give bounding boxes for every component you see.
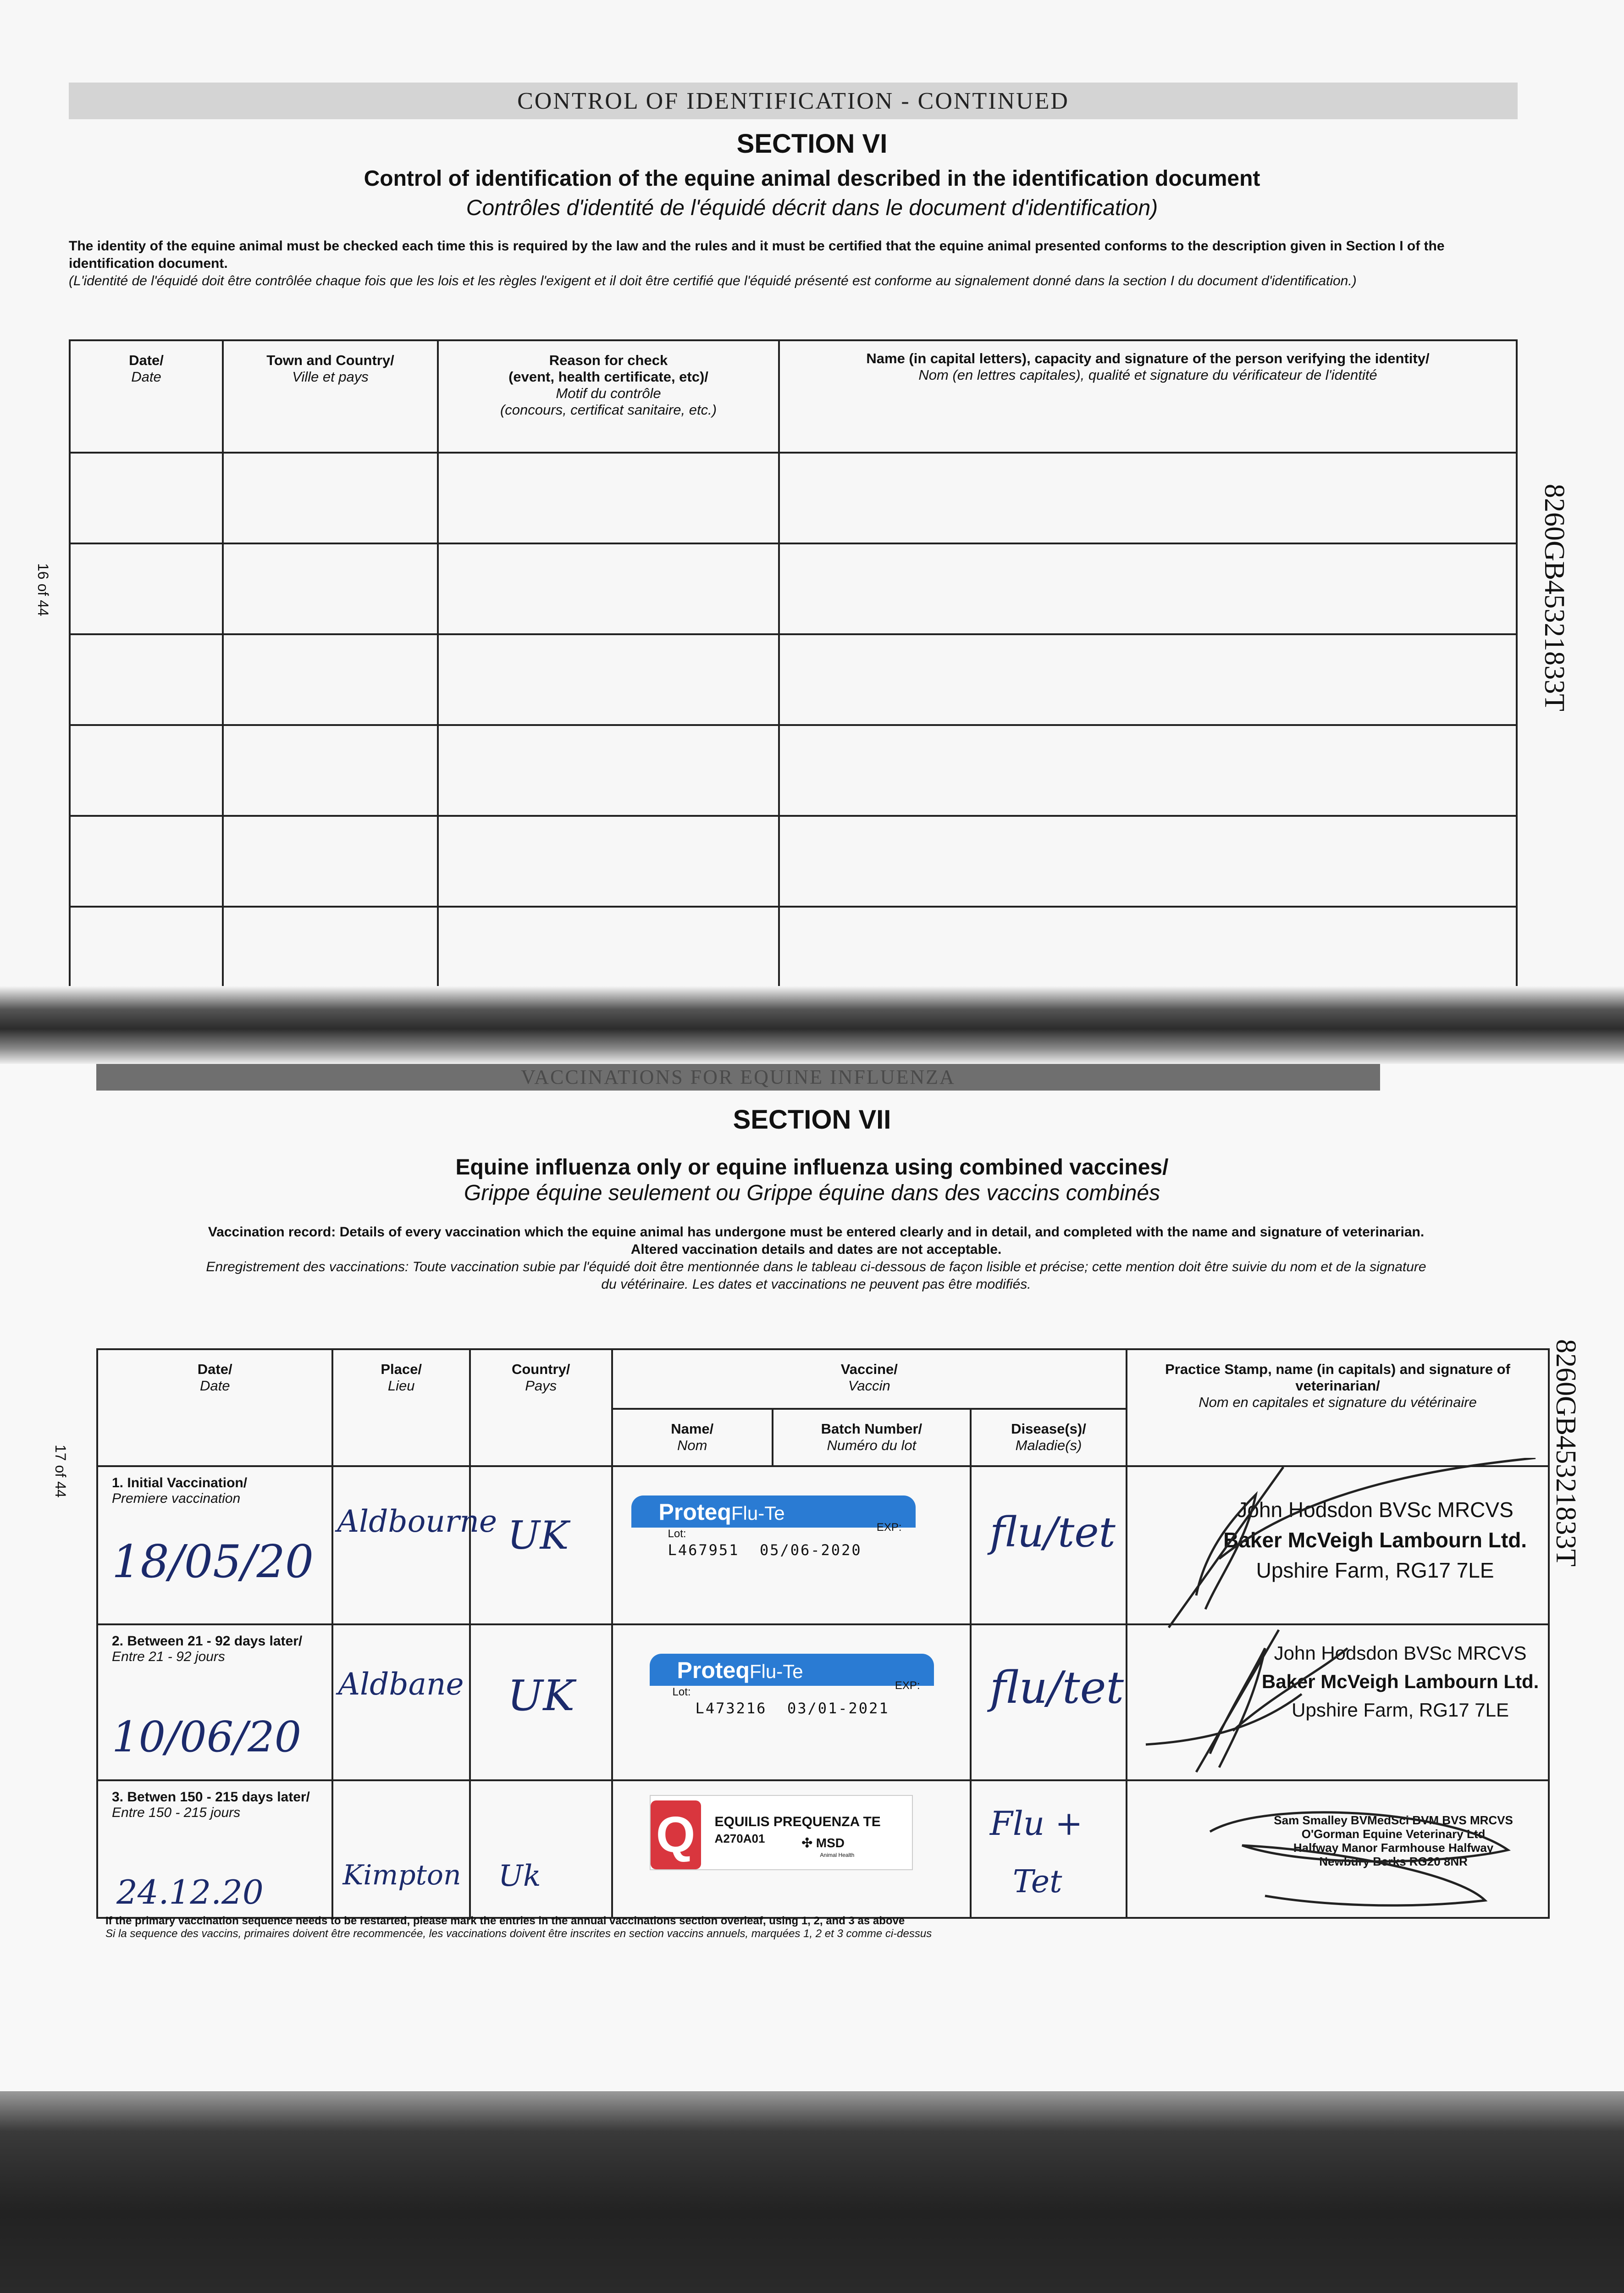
vet-address: Upshire Farm, RG17 7LE: [1292, 1699, 1509, 1721]
identity-check-table: [69, 339, 1518, 990]
col-disease: Disease(s)/ Maladie(s): [971, 1409, 1127, 1466]
section-heading-fr: Contrôles d'identité de l'équidé décrit dans le document d'identification): [466, 196, 1158, 220]
place-handwritten: Aldbane: [338, 1667, 464, 1702]
lot-label: Lot:: [672, 1686, 691, 1698]
place-handwritten: Aldbourne: [337, 1504, 497, 1539]
date-handwritten: 24.12.20: [116, 1873, 264, 1911]
document-id: 8260GB45321833T: [1539, 484, 1570, 711]
vet-name: John Hodsdon BVSc MRCVS: [1274, 1642, 1527, 1664]
section-title: SECTION VII: [733, 1105, 891, 1135]
table-row: [97, 1780, 1549, 1918]
page-banner: [69, 83, 1518, 119]
practice-stamp-cell: [1127, 1780, 1549, 1918]
scanner-edge: [0, 2091, 1624, 2293]
disease-handwritten-1: Flu +: [989, 1804, 1083, 1843]
page-fold-shadow: [0, 986, 1624, 1064]
record-text: [101, 1224, 1531, 1293]
col-verifier: Name (in capital letters), capacity and signature of the person verifying the identity/ Nom (en lettres capitales), qualité et signature du vérificateur de l'identité: [779, 340, 1517, 453]
page-banner: [96, 1064, 1380, 1091]
expiry-date: 03/01-2021: [787, 1700, 889, 1717]
place-cell: [332, 1624, 470, 1780]
msd-logo: ✣ MSD: [801, 1836, 845, 1850]
page-16: [0, 0, 1624, 1004]
vaccine-sticker: [631, 1495, 916, 1559]
row-date-cell: 2. Between 21 - 92 days later/ Entre 21 - 92 jours 10/06/20: [97, 1624, 332, 1780]
page-number: 17 of 44: [52, 1445, 69, 1498]
proteq-label-band: [631, 1495, 916, 1528]
date-handwritten: 18/05/20: [112, 1536, 314, 1588]
vet-practice: Baker McVeigh Lambourn Ltd.: [1261, 1671, 1539, 1692]
country-cell: [470, 1780, 612, 1918]
vet-town: Newbury Berks RG20 8NR: [1319, 1855, 1468, 1868]
vet-name: Sam Smalley BVMedSci BVM BVS MRCVS: [1274, 1813, 1513, 1827]
col-date: Date/ Date: [70, 340, 223, 453]
vaccine-type: Flu-Te: [731, 1502, 785, 1524]
col-town-country: Town and Country/ Ville et pays: [223, 340, 438, 453]
expiry-date: 05/06-2020: [759, 1541, 862, 1559]
signature: [1127, 1621, 1540, 1786]
batch-number: L473216: [695, 1700, 767, 1717]
record-en-2: Altered vaccination details and dates are not acceptable.: [630, 1242, 1002, 1257]
banner-text: CONTROL OF IDENTIFICATION - CONTINUED: [517, 88, 1069, 114]
col-place: Place/ Lieu: [332, 1349, 470, 1466]
section-heading: Equine influenza only or equine influenza using combined vaccines/: [455, 1155, 1169, 1180]
practice-stamp-cell: [1127, 1466, 1549, 1624]
section-heading-fr: Grippe équine seulement ou Grippe équine dans des vaccins combinés: [464, 1181, 1160, 1205]
vaccine-brand: Proteq: [658, 1499, 731, 1525]
table-row: [70, 543, 1517, 634]
vet-name: John Hodsdon BVSc MRCVS: [1237, 1498, 1514, 1522]
table-row: [70, 816, 1517, 907]
exp-label: EXP:: [895, 1679, 920, 1692]
vaccine-sticker-cell: [612, 1780, 971, 1918]
col-vaccine-name: Name/ Nom: [612, 1409, 773, 1466]
intro-fr: (L'identité de l'équidé doit être contrôlée chaque fois que les lois et les règles l'exigent et il doit être certifié que l'équidé présenté est conforme au signalement donné dans la section I du document d'identification.): [69, 273, 1357, 288]
country-handwritten: UK: [507, 1513, 569, 1558]
section-title: SECTION VI: [736, 129, 888, 159]
vaccine-type: Flu-Te: [749, 1661, 803, 1682]
proteq-label-band: [650, 1654, 934, 1686]
vaccine-maker: MSD: [816, 1836, 845, 1850]
vaccine-sticker-cell: [612, 1466, 971, 1624]
vaccine-name: EQUILIS PREQUENZA TE: [714, 1814, 881, 1829]
col-reason: Reason for check (event, health certificate, etc)/ Motif du contrôle (concours, certificat sanitaire, etc.): [438, 340, 779, 453]
vet-address: Halfway Manor Farmhouse Halfway: [1293, 1841, 1494, 1855]
col-vaccine: Vaccine/ Vaccin: [612, 1349, 1127, 1409]
place-handwritten: Kimpton: [342, 1859, 461, 1891]
document-id: 8260GB45321833T: [1550, 1339, 1581, 1567]
disease-handwritten: flu/tet: [989, 1508, 1116, 1556]
vet-practice: O'Gorman Equine Veterinary Ltd: [1301, 1827, 1486, 1841]
country-cell: [470, 1624, 612, 1780]
vaccine-sticker-cell: [612, 1624, 971, 1780]
vaccine-sticker: [650, 1795, 913, 1870]
intro-en: The identity of the equine animal must be checked each time this is required by the law and the rules and it must be certified that the equine animal presented conforms to the description given in Section I of the identification document.: [69, 238, 1445, 271]
footnote-fr: Si la sequence des vaccins, primaires doivent être recommencée, les vaccinations doivent être inscrites en section vaccins annuels, marquées 1, 2 et 3 comme ci-dessus: [105, 1927, 932, 1940]
place-cell: [332, 1466, 497, 1624]
country-handwritten: UK: [507, 1671, 575, 1720]
disease-cell: [971, 1466, 1127, 1624]
vaccine-sticker: [650, 1654, 934, 1717]
section-heading: Control of identification of the equine animal described in the identification document: [364, 166, 1260, 191]
page-17: [0, 1064, 1624, 2091]
footnote-en: If the primary vaccination sequence needs to be restarted, please mark the entries in the annual vaccinations section overleaf, using 1, 2, and 3 as above: [105, 1915, 905, 1927]
disease-handwritten: flu/tet: [989, 1662, 1124, 1713]
banner-text: VACCINATIONS FOR EQUINE INFLUENZA: [521, 1066, 956, 1088]
page-number: 16 of 44: [35, 563, 51, 616]
vaccine-batch: A270A01: [714, 1832, 765, 1845]
disease-cell: [971, 1780, 1127, 1918]
date-handwritten: 10/06/20: [112, 1712, 302, 1761]
vaccine-brand: Proteq: [677, 1657, 750, 1683]
footnote: [105, 1915, 1527, 1940]
table-row: [70, 907, 1517, 989]
vet-practice: Baker McVeigh Lambourn Ltd.: [1223, 1528, 1527, 1552]
place-cell: [332, 1780, 470, 1918]
table-row: [97, 1466, 1549, 1624]
vaccine-maker-sub: Animal Health: [820, 1852, 855, 1858]
col-batch-number: Batch Number/ Numéro du lot: [773, 1409, 971, 1466]
record-fr: Enregistrement des vaccinations: Toute vaccination subie par l'équidé doit être mentionnée dans le tableau ci-dessous de façon lisible et précise; cette mention doit être suivie du nom et de la signature: [206, 1259, 1426, 1274]
lot-label: Lot:: [668, 1528, 686, 1540]
batch-number: L467951: [668, 1541, 740, 1559]
equilis-q-logo: Q: [651, 1800, 701, 1869]
col-country: Country/ Pays: [470, 1349, 612, 1466]
country-handwritten: Uk: [498, 1859, 541, 1893]
table-row: [70, 634, 1517, 725]
col-practice-stamp: Practice Stamp, name (in capitals) and signature of veterinarian/ Nom en capitales et signature du vétérinaire: [1127, 1349, 1549, 1466]
table-row: [97, 1624, 1549, 1780]
col-date: Date/ Date: [97, 1349, 332, 1466]
signature: [1127, 1781, 1540, 1919]
vet-address: Upshire Farm, RG17 7LE: [1256, 1558, 1494, 1582]
disease-cell: [971, 1624, 1127, 1780]
table-row: [70, 725, 1517, 816]
row-date-cell: 1. Initial Vaccination/ Premiere vaccination 18/05/20: [97, 1466, 332, 1624]
intro-text: [69, 238, 1518, 290]
record-fr-2: du vétérinaire. Les dates et vaccinations ne peuvent pas être modifiés.: [601, 1277, 1031, 1292]
disease-handwritten-2: Tet: [1012, 1864, 1062, 1900]
signature: [1127, 1458, 1540, 1632]
country-cell: [470, 1466, 612, 1624]
record-en: Vaccination record: Details of every vaccination which the equine animal has undergone must be entered clearly and in detail, and completed with the name and signature of veterinarian.: [208, 1224, 1425, 1240]
vaccination-table: [96, 1348, 1550, 1919]
table-row: [70, 453, 1517, 543]
exp-label: EXP:: [876, 1521, 902, 1534]
practice-stamp-cell: [1127, 1624, 1549, 1780]
row-date-cell: 3. Betwen 150 - 215 days later/ Entre 150 - 215 jours 24.12.20: [97, 1780, 332, 1918]
